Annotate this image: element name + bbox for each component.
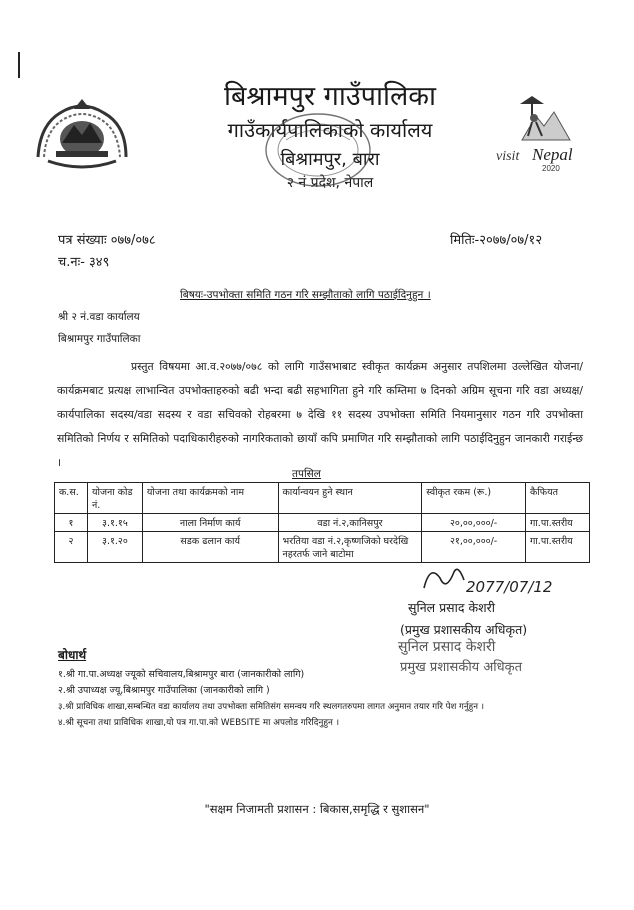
stamp-name: सुनिल प्रसाद केशरी (398, 639, 496, 655)
cc-item: ३.श्री प्राविधिक शाखा,सम्बन्धित वडा कार्यालय तथा उपभोक्ता समितिसंग समन्वय गरि स्थलगतरुपमा लागत अनुमान तयार गरि पेश गर्नुहुन । (58, 702, 484, 712)
cc-item: १.श्री गा.पा.अध्यक्ष ज्यूको सचिवालय,बिश्रामपुर बारा (जानकारीको लागि) (58, 669, 305, 680)
nepal-emblem-icon (30, 95, 134, 175)
svg-text:Nepal: Nepal (532, 145, 573, 164)
table-header-row (55, 483, 590, 514)
column-header: स्वीकृत रकम (रू.) (422, 483, 526, 514)
svg-text:2020: 2020 (542, 164, 560, 173)
column-header: क.स. (55, 483, 88, 514)
signatory-name: सुनिल प्रसाद केशरी (408, 600, 495, 615)
column-header: कैफियत (526, 483, 590, 514)
margin-mark (18, 52, 20, 78)
column-header: योजना तथा कार्यक्रमको नाम (142, 483, 278, 514)
office-location: बिश्रामपुर, बारा (280, 149, 380, 170)
table-cell: १ (55, 514, 88, 532)
table-cell: वडा नं.२,कानिसपुर (278, 514, 422, 532)
cc-item: २.श्री उपाध्यक्ष ज्यू,बिश्रामपुर गाउँपालिका (जानकारीको लागि ) (58, 685, 270, 696)
cc-heading: बोधार्थ (58, 648, 87, 662)
project-table (54, 482, 590, 563)
table-cell: सडक ढलान कार्य (142, 532, 278, 563)
table-cell: नाला निर्माण कार्य (142, 514, 278, 532)
cc-item: ४.श्री सूचना तथा प्राविधिक शाखा,यो पत्र गा.पा.को WEBSITE मा अपलोड गरिदिनुहुन । (58, 718, 340, 728)
column-header: कार्यान्वयन हुने स्थान (278, 483, 422, 514)
table-cell: गा.पा.स्तरीय (526, 514, 590, 532)
subject-line: बिषयः-उपभोक्ता समिति गठन गरि सम्झौताको लागि पठाईदिनुहुन । (180, 289, 431, 301)
table-cell: २०,००,०००/- (422, 514, 526, 532)
table-caption: तपसिल (292, 468, 321, 480)
handwritten-signature (418, 558, 568, 602)
signature-date: 2077/07/12 (466, 578, 553, 596)
visit-nepal-2020-logo (492, 96, 596, 176)
recipient-line1: श्री २ नं.वडा कार्यालय (58, 311, 140, 323)
table-cell: २ (55, 532, 88, 563)
letter-date: मितिः-२०७७/०७/१२ (450, 233, 543, 248)
letter-body: प्रस्तुत विषयमा आ.व.२०७७/०७८ को लागि गाउँसभाबाट स्वीकृत कार्यक्रम अनुसार तपशिलमा उल्लेखित योजना/कार्यक्रमबाट प्रत्यक्ष लाभान्वित उपभोक्ताहरुको बढी भन्दा बढी सहभागिता हुने गरि कम्तिमा ७ दिनको अग्रिम सूचना गरि वडा अध्यक्ष/कार्यपालिका सदस्य/वडा सदस्य र वडा सचिवको रोहबरमा ७ देखि ११ सदस्य उपभोक्ता समिति नियमानुसार गठन गरि उपभोक्ता समितिको निर्णय र समितिको पदाधिकारीहरुको नागरिकताको छायाँ कपि प्रमाणित गरि सम्झौताको लागि पठाईदिनुहुन जानकारी गराईन्छ । (57, 360, 583, 469)
dispatch-number: च.नः- ३४९ (58, 255, 110, 270)
stamp-title: प्रमुख प्रशासकीय अधिकृत (400, 660, 523, 675)
office-subtitle: गाउँकार्यपालिकाको कार्यालय (227, 118, 433, 142)
svg-text:visit: visit (496, 149, 520, 164)
office-seal-icon (262, 110, 374, 190)
office-province: २ नं प्रदेश, नेपाल (286, 175, 374, 191)
table-row (55, 514, 590, 532)
table-cell: ३.१.१५ (87, 514, 142, 532)
recipient-line2: बिश्रामपुर गाउँपालिका (58, 333, 141, 345)
table-cell: २१,००,०००/- (422, 532, 526, 563)
table-cell: ३.१.२० (87, 532, 142, 563)
letter-number: पत्र संख्याः ०७७/०७८ (58, 233, 156, 248)
table-cell: गा.पा.स्तरीय (526, 532, 590, 563)
signatory-title: (प्रमुख प्रशासकीय अधिकृत) (400, 622, 528, 637)
office-name: बिश्रामपुर गाउँपालिका (224, 81, 436, 112)
footer-slogan: "सक्षम निजामती प्रशासन : बिकास,समृद्धि र सुशासन" (204, 802, 430, 816)
table-cell: भरतिया वडा नं.२,कृष्णजिको घरदेखि नहरतर्फ जाने बाटोमा (278, 532, 422, 563)
column-header: योजना कोड नं. (87, 483, 142, 514)
